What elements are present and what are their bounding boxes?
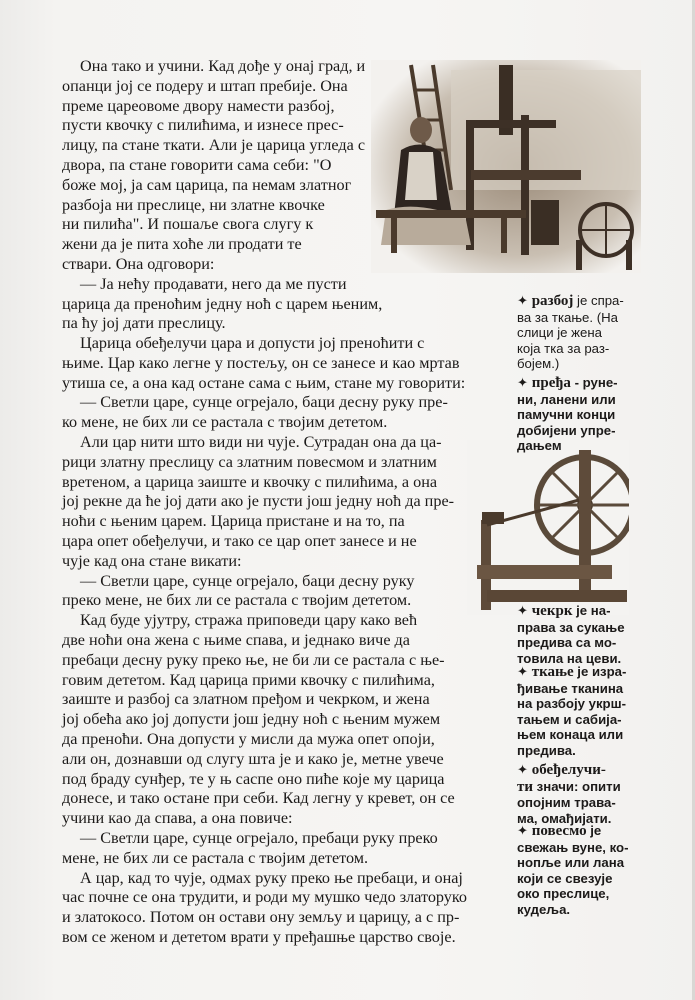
glossary-entry [517, 603, 677, 666]
story-line: цара опет обеђелучи, и тако се цар опет занесе и не [62, 531, 417, 550]
story-line: разбоја ни преслице, ни златне квочке [62, 195, 325, 214]
story-line: боже мој, ја сам царица, па немам златног [62, 175, 352, 194]
glossary-definition: је свежањ вуне, ко- нопље или лана који се свезује око преслице, кудеља. [517, 823, 629, 917]
glossary-entry [517, 762, 677, 826]
star-icon: ✦ [517, 762, 532, 777]
story-line: чује кад она стане викати: [62, 551, 242, 570]
story-line: ствари. Она одговори: [62, 254, 215, 273]
story-line: Али цар нити што види ни чује. Сутрадан она да ца- [80, 432, 442, 451]
story-line: ни пилића". И пошаље свога слугу к [62, 215, 314, 234]
story-line: час почне се она трудити, и роди му мушко чедо златоруко [62, 888, 468, 907]
glossary-definition: - руне- ни, ланени или памучни конци добијени упре- дањем [517, 375, 618, 454]
story-line: па ћу јој дати преслицу. [62, 314, 226, 333]
glossary-term: пређа [531, 375, 571, 391]
story-line: јој рекне да ће јој дати ако је пусти још једну ноћ да пре- [62, 492, 455, 511]
story-line: говим дететом. Кад царица прими квочку с пилићима, [62, 670, 435, 689]
story-line: — Светли царе, сунце огрејало, пребаци руку преко [80, 828, 438, 847]
story-line: пусти квочку с пилићима, и изнесе прес- [62, 116, 344, 135]
star-icon: ✦ [517, 823, 532, 838]
story-text [62, 57, 482, 334]
glossary-term: чекрк [531, 603, 573, 619]
star-icon: ✦ [517, 375, 532, 390]
star-icon: ✦ [517, 603, 532, 618]
story-line: Кад буде ујутру, стража приповеди цару како већ [80, 611, 418, 630]
story-line: да преноћи. Она допусти у мисли да мужа опет опоји, [62, 729, 435, 748]
story-line: Царица обеђелучи цара и допусти јој преноћити с [80, 334, 425, 352]
glossary-entry [517, 823, 677, 918]
glossary-term: ткање [531, 664, 574, 680]
story-line: — Ја нећу продавати, него да ме пусти [80, 274, 347, 293]
story-line: ноћи с њеним царем. Царица пристане и на то, па [62, 512, 405, 531]
story-line: рици златну преслицу са златним повесмом и златним [62, 452, 437, 471]
story-line: заиште и разбој са златном пређом и чекрком, и жена [62, 690, 430, 709]
glossary-definition: је изра- ђивање тканина на разбоју укрш- тањем и сабија- њем конаца или предива. [517, 664, 627, 758]
story-line: и златокосо. Потом он остави ону земљу и царицу, а с пр- [62, 908, 460, 927]
glossary-term: обеђелучи- ти [517, 762, 606, 795]
story-line: вом се женом и дететом врати у пређашње царство своје. [62, 927, 456, 946]
star-icon: ✦ [517, 664, 532, 679]
glossary-entry [517, 664, 677, 759]
story-line: преко мене, не бих ли се растала с твојим дететом. [62, 591, 412, 610]
story-line: — Светли царе, сунце огрејало, баци десну руку пре- [80, 393, 448, 412]
story-line: њиме. Цар како легне у постељу, он се занесе и као мртав [62, 353, 460, 372]
story-line: преме цареовоме двору намести разбој, [62, 96, 335, 115]
story-line: жени да је пита хоће ли продати те [62, 235, 302, 254]
story-line: мене, не бих ли се растала с твојим дететом. [62, 848, 369, 867]
story-line: двора, па стане говорити сама себи: "О [62, 155, 332, 174]
glossary-definition: је на- права за сукање предива са мо- товила на цеви. [517, 603, 625, 666]
story-line: ко мене, не бих ли се растала с твојим дететом. [62, 413, 388, 432]
glossary-entry [517, 293, 677, 372]
story-line: учини као да спава, а она повиче: [62, 809, 293, 828]
story-line: Она тако и учини. Кад дође у онај град, и [80, 57, 366, 75]
story-line: царица да преноћим једну ноћ с царем њеним, [62, 294, 383, 313]
story-line: утиша се, а она кад остане сама с њим, стане му говорити: [62, 373, 466, 392]
story-line: под браду сунђер, те у њ саспе оно пиће које му царица [62, 769, 445, 788]
story-line: пребаци десну руку преко ње, не би ли се растала с ње- [62, 650, 445, 669]
glossary-term: повесмо [531, 823, 587, 839]
glossary-entry [517, 375, 677, 454]
story-line: али он, дознавши од слугу шта је и како је, метне увече [62, 749, 444, 768]
glossary-term: разбој [531, 293, 574, 309]
story-line: лицу, па стане ткати. Али је царица угледа с [62, 136, 366, 155]
glossary-definition: је спра- ва за ткање. (На слици је жена која тка за раз- бојем.) [517, 293, 624, 372]
glossary-definition: значи: опити опојним трава- ма, омађијати. [517, 778, 621, 826]
story-line: вретеном, а царица заиште и квочку с пилићима, а она [62, 472, 438, 491]
story-line: А цар, кад то чује, одмах руку преко ње пребаци, и онај [80, 868, 463, 887]
story-line: две ноћи она жена с њиме спава, и једнако виче да [62, 630, 410, 649]
star-icon: ✦ [517, 293, 532, 308]
story-line: донесе, и тако остане при себи. Кад легну у кревет, он се [62, 789, 455, 808]
story-line: опанци јој се подеру и штап пребије. Она [62, 76, 348, 95]
story-line: — Светли царе, сунце огрејало, баци десну руку [80, 571, 415, 590]
story-line: јој обећа ако јој допусти још једну ноћ с њеним мужем [62, 710, 441, 729]
